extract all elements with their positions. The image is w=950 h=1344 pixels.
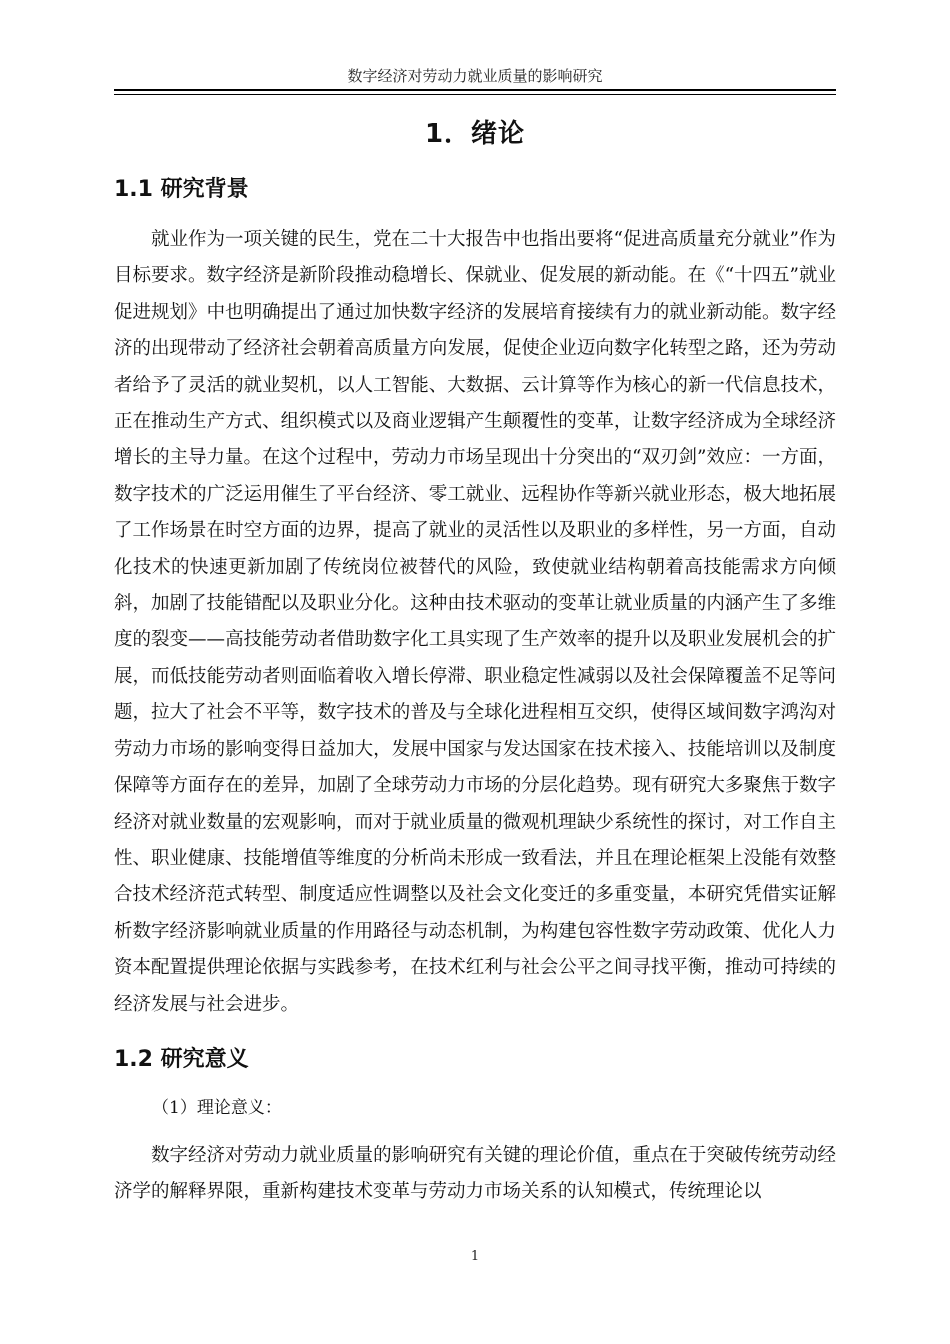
header-rule <box>114 89 836 91</box>
chapter-title: 1．绪论 <box>424 119 526 149</box>
running-header: 数字经济对劳动力就业质量的影响研究 <box>347 67 603 85</box>
sub-item-theoretical-significance: （1）理论意义： <box>152 1098 282 1118</box>
header-rule-thin <box>114 94 836 95</box>
body-paragraph: 数字经济对劳动力就业质量的影响研究有关键的理论价值，重点在于突破传统劳动经济学的解释界限，重新构建技术变革与劳动力市场关系的认知模式，传统理论以 <box>114 1145 836 1203</box>
section-heading-research-background: 1.1 研究背景 <box>114 177 249 202</box>
page-number: 1 <box>470 1249 480 1264</box>
body-paragraph: 就业作为一项关键的民生，党在二十大报告中也指出要将“促进高质量充分就业”作为目标要求。数字经济是新阶段推动稳增长、保就业、促发展的新动能。在《“十四五”就业促进规划》中也明确提出了通过加快数字经济的发展培育接续有力的就业新动能。数字经济的出现带动了经济社会朝着高质量方向发展，促使企业迈向数字化转型之路，还为劳动者给予了灵活的就业契机，以人工智能、大数据、云计算等作为核心的新一代信息技术，正在推动生产方式、组织模式以及商业逻辑产生颠覆性的变革，让数字经济成为全球经济增长的主导力量。在这个过程中，劳动力市场呈现出十分突出的“双刃剑”效应：一方面，数字技术的广泛运用催生了平台经济、零工就业、远程协作等新兴就业形态，极大地拓展了工作场景在时空方面的边界，提高了就业的灵活性以及职业的多样性，另一方面，自动化技术的快速更新加剧了传统岗位被替代的风险，致使就业结构朝着高技能需求方向倾斜，加剧了技能错配以及职业分化。这种由技术驱动的变革让就业质量的内涵产生了多维度的裂变——高技能劳动者借助数字化工具实现了生产效率的提升以及职业发展机会的扩展，而低技能劳动者则面临着收入增长停滞、职业稳定性减弱以及社会保障覆盖不足等问题，拉大了社会不平等，数字技术的普及与全球化进程相互交织，使得区域间数字鸿沟对劳动力市场的影响变得日益加大，发展中国家与发达国家在技术接入、技能培训以及制度保障等方面存在的差异，加剧了全球劳动力市场的分层化趋势。现有研究大多聚焦于数字经济对就业数量的宏观影响，而对于就业质量的微观机理缺少系统性的探讨，对工作自主性、职业健康、技能增值等维度的分析尚未形成一致看法，并且在理论框架上没能有效整合技术经济范式转型、制度适应性调整以及社会文化变迁的多重变量，本研究凭借实证解析数字经济影响就业质量的作用路径与动态机制，为构建包容性数字劳动政策、优化人力资本配置提供理论依据与实践参考，在技术红利与社会公平之间寻找平衡，推动可持续的经济发展与社会进步。 <box>114 229 836 1015</box>
section-heading-research-significance: 1.2 研究意义 <box>114 1047 249 1072</box>
